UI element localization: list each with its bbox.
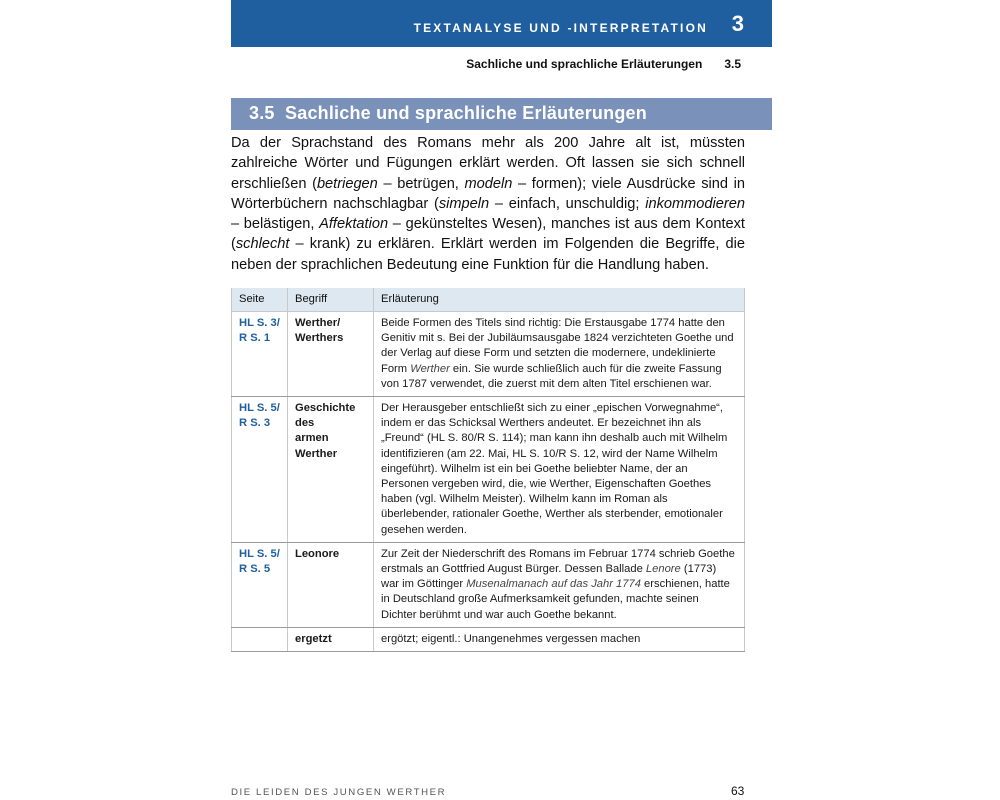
- intro-text: – gekünsteltes Wesen), manches ist aus dem Kontext (: [231, 216, 745, 253]
- chapter-header-bar: [231, 0, 772, 47]
- intro-text: – betrügen,: [377, 175, 465, 192]
- section-heading: [231, 98, 772, 130]
- term: ergetzt: [288, 627, 374, 651]
- intro-text: – formen); viele Ausdrücke sind in Wörterbüchern nachschlagbar (: [231, 175, 745, 212]
- intro-paragraph: [231, 133, 745, 275]
- footer-book-title: DIE LEIDEN DES JUNGEN WERTHER: [231, 787, 447, 798]
- intro-term: schlecht: [235, 236, 290, 253]
- header-seite: Seite: [232, 288, 288, 312]
- page-ref: HL S. 5/ R S. 5: [232, 542, 288, 627]
- running-header: [231, 57, 741, 71]
- table-row: [232, 542, 745, 627]
- explanation: Der Herausgeber entschließt sich zu einer „epischen Vorwegnahme“, indem er das Schicksal Werthers andeutet. Er bezeichnet ihn als „Freund“ (HL S. 80/R S. 114); man kann ihn deshalb auch mit Wilhelm identifizieren (am 22. Mai, HL S. 10/R S. 12, wird der Name Wilhelm eingeführt). Wilhelm ist ein bei Goethe beliebter Name, der an Personen vergeben wird, die, wie Werther, Eigenschaften Goethes haben (vgl. Wilhelm Meister). Wilhelm kann im Roman als überlebender, rationaler Goethe, Werther als sterbender, emotionaler gesehen werden.: [374, 397, 745, 543]
- term: Leonore: [288, 542, 374, 627]
- intro-term: modeln: [464, 175, 513, 192]
- page-ref: HL S. 5/ R S. 3: [232, 397, 288, 543]
- intro-term: inkommodieren: [645, 195, 745, 212]
- term: Geschichte des armen Werther: [288, 397, 374, 543]
- intro-text: Da der Sprachstand des Romans mehr als 200 Jahre alt ist, müssten zahlreiche Wörter und Fügungen erklärt werden. Oft lassen sie sich schnell erschließen (: [231, 135, 745, 192]
- running-title: Sachliche und sprachliche Erläuterungen: [466, 57, 703, 71]
- explanation: ergötzt; eigentl.: Unangenehmes vergessen machen: [374, 627, 745, 651]
- intro-text: – belästigen,: [231, 216, 320, 233]
- explanation: Beide Formen des Titels sind richtig: Die Erstausgabe 1774 hatte den Genitiv mit s. Bei der Jubiläumsausgabe 1824 verzichteten Goethe und der Verlag auf diese Form und setzten die modernere, undeklinierte Form Werther ein. Sie wurde schließlich auch für die zweite Fassung von 1787 verwendet, die zuerst mit dem alten Titel erschienen war.: [374, 312, 745, 397]
- glossary-table: [231, 288, 745, 652]
- page-ref-empty: [232, 627, 288, 651]
- term: Werther/ Werthers: [288, 312, 374, 397]
- chapter-title: TEXTANALYSE UND -INTERPRETATION: [413, 21, 708, 35]
- page-ref: HL S. 3/ R S. 1: [232, 312, 288, 397]
- intro-term: betriegen: [316, 175, 378, 192]
- table-row: [232, 397, 745, 543]
- table-row: [232, 627, 745, 651]
- header-begriff: Begriff: [288, 288, 374, 312]
- table-header-row: [232, 288, 745, 312]
- table-row: [232, 312, 745, 397]
- chapter-number: 3: [731, 11, 744, 36]
- intro-text: – einfach, unschuldig;: [489, 195, 646, 212]
- section-title-text: Sachliche und sprachliche Erläuterungen: [285, 103, 647, 123]
- page-number: 63: [731, 784, 745, 798]
- intro-term: simpeln: [438, 195, 490, 212]
- running-section-number: 3.5: [724, 57, 741, 71]
- section-number: 3.5: [249, 103, 275, 123]
- intro-term: Affektation: [319, 216, 389, 233]
- intro-text: – krank) zu erklären. Erklärt werden im Folgenden die Begriffe, die neben der sprachlichen Bedeutung eine Funktion für die Handlung haben.: [231, 236, 745, 273]
- section-title: [249, 103, 647, 124]
- header-erlaeuterung: Erläuterung: [374, 288, 745, 312]
- explanation: Zur Zeit der Niederschrift des Romans im Februar 1774 schrieb Goethe erstmals an Gottfried August Bürger. Dessen Ballade Lenore (1773) war im Göttinger Musenalmanach auf das Jahr 1774 erschienen, hatte in Deutschland große Aufmerksamkeit gefunden, machte seinen Dichter berühmt und war auch Goethe bekannt.: [374, 542, 745, 627]
